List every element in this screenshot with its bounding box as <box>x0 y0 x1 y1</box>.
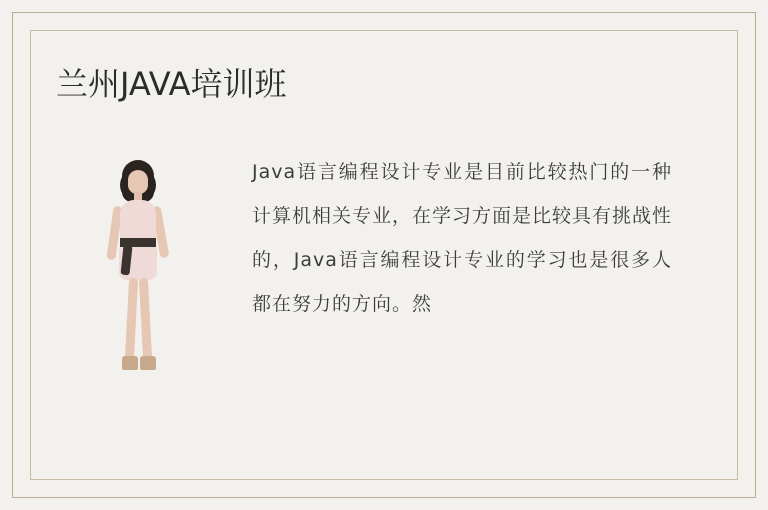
right-leg-shape <box>139 278 152 360</box>
left-leg-shape <box>125 278 138 360</box>
photo-container <box>56 150 226 390</box>
page-title: 兰州JAVA培训班 <box>56 65 287 103</box>
left-shoe-shape <box>122 356 138 370</box>
body-paragraph: Java语言编程设计专业是目前比较热门的一种计算机相关专业，在学习方面是比较具有挑战性的，Java语言编程设计专业的学习也是很多人都在努力的方向。然 <box>252 161 673 315</box>
right-shoe-shape <box>140 356 156 370</box>
standing-woman-photo <box>78 160 198 385</box>
content-area <box>56 150 712 450</box>
